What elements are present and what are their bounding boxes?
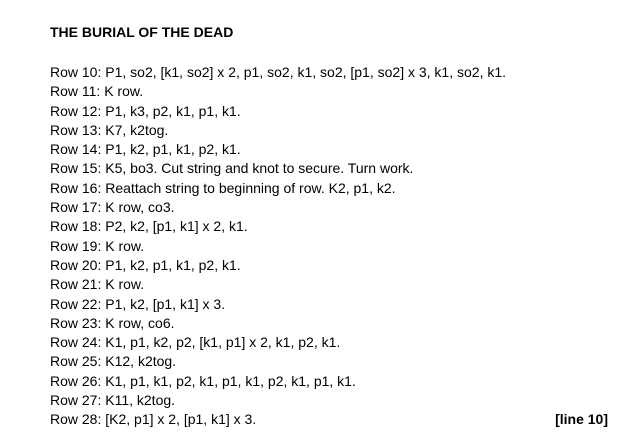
pattern-row-text: Row 15: K5, bo3. Cut string and knot to secure. Turn work.: [50, 160, 414, 177]
pattern-row: [50, 295, 608, 314]
pattern-row: [50, 102, 608, 121]
pattern-row: [50, 314, 608, 333]
pattern-row-text: Row 10: P1, so2, [k1, so2] x 2, p1, so2, k1, so2, [p1, so2] x 3, k1, so2, k1.: [50, 64, 507, 80]
pattern-row: [50, 121, 608, 140]
line-reference-note: [line 10]: [555, 411, 608, 428]
pattern-row: [50, 275, 608, 294]
pattern-row: [50, 256, 608, 275]
pattern-row: [50, 352, 608, 371]
pattern-row-text: Row 27: K11, k2tog.: [50, 392, 176, 409]
pattern-row-text: Row 13: K7, k2tog.: [50, 121, 169, 138]
pattern-row-text: Row 20: P1, k2, p1, k1, p2, k1.: [50, 256, 241, 273]
pattern-row-text: Row 14: P1, k2, p1, k1, p2, k1.: [50, 141, 241, 158]
pattern-rows-list: [50, 63, 608, 430]
pattern-row-text: Row 19: K row.: [50, 237, 145, 254]
pattern-row: [50, 217, 608, 236]
document-title: THE BURIAL OF THE DEAD: [50, 24, 234, 40]
pattern-row: [50, 391, 608, 410]
pattern-row: [50, 372, 608, 391]
pattern-row: [50, 82, 608, 101]
pattern-row: [50, 198, 608, 217]
pattern-row: [50, 410, 608, 429]
pattern-row: [50, 179, 608, 198]
pattern-row: [50, 333, 608, 352]
pattern-row-text: Row 17: K row, co3.: [50, 199, 175, 216]
document-page: [50, 0, 608, 442]
pattern-row-text: Row 26: K1, p1, k1, p2, k1, p1, k1, p2, k1, p1, k1.: [50, 372, 356, 389]
pattern-row: [50, 63, 608, 82]
pattern-row: [50, 237, 608, 256]
pattern-row-text: Row 21: K row.: [50, 276, 145, 293]
pattern-row-text: Row 28: [K2, p1] x 2, [p1, k1] x 3.: [50, 411, 257, 428]
pattern-row-text: Row 12: P1, k3, p2, k1, p1, k1.: [50, 102, 241, 119]
pattern-row-text: Row 11: K row.: [50, 83, 144, 100]
pattern-row-text: Row 24: K1, p1, k2, p2, [k1, p1] x 2, k1, p2, k1.: [50, 334, 341, 351]
pattern-row: [50, 159, 608, 178]
pattern-row-text: Row 22: P1, k2, [p1, k1] x 3.: [50, 295, 226, 312]
pattern-row-text: Row 16: Reattach string to beginning of row. K2, p1, k2.: [50, 179, 396, 196]
pattern-row: [50, 140, 608, 159]
pattern-row-text: Row 23: K row, co6.: [50, 314, 175, 331]
pattern-row-text: Row 18: P2, k2, [p1, k1] x 2, k1.: [50, 218, 248, 235]
pattern-row-text: Row 25: K12, k2tog.: [50, 353, 177, 370]
